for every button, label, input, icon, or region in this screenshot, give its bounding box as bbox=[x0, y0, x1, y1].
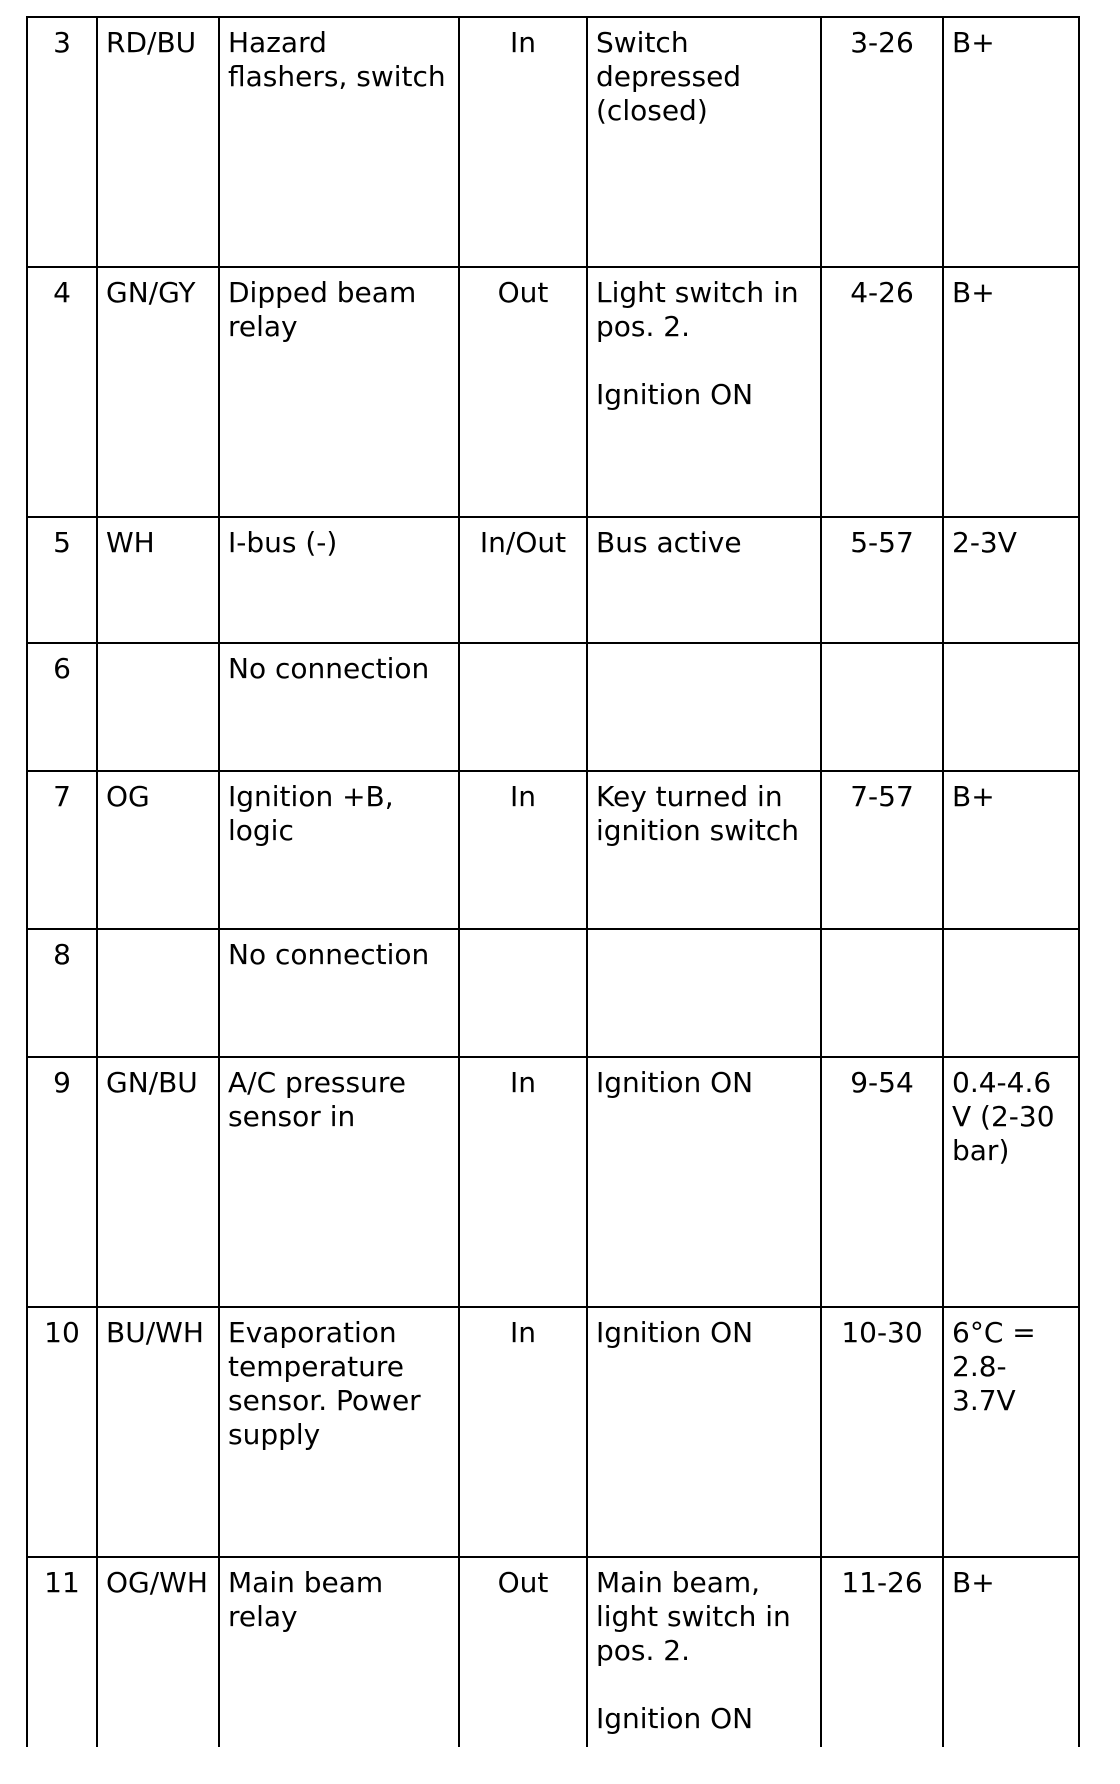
cell-text: 7 bbox=[53, 780, 71, 813]
cell-text-line: No connection bbox=[228, 652, 430, 685]
nominal-value-cell bbox=[943, 1307, 1079, 1557]
table-row bbox=[27, 1557, 1079, 1747]
cell-text-line: Ignition ON bbox=[596, 1702, 754, 1735]
pin-number-cell bbox=[27, 1057, 97, 1307]
table-row bbox=[27, 517, 1079, 643]
pin-number-cell bbox=[27, 267, 97, 517]
direction-cell bbox=[459, 1557, 587, 1747]
cell-text-line: relay bbox=[228, 1600, 298, 1633]
cell-text: 11 bbox=[44, 1566, 80, 1599]
direction-cell bbox=[459, 517, 587, 643]
cell-text-line: Bus active bbox=[596, 526, 742, 559]
cell-text-line: Evaporation bbox=[228, 1316, 397, 1349]
function-cell bbox=[219, 643, 459, 771]
cell-text: In/Out bbox=[479, 526, 567, 559]
cell-text: 10-30 bbox=[841, 1316, 923, 1349]
condition-cell bbox=[587, 267, 821, 517]
condition-cell bbox=[587, 643, 821, 771]
cell-text: 3 bbox=[53, 26, 71, 59]
function-cell bbox=[219, 267, 459, 517]
function-cell bbox=[219, 517, 459, 643]
pin-number-cell bbox=[27, 1557, 97, 1747]
cell-text-line: V (2-30 bbox=[952, 1100, 1055, 1133]
wire-color-cell bbox=[97, 17, 219, 267]
direction-cell bbox=[459, 1057, 587, 1307]
condition-cell bbox=[587, 17, 821, 267]
table-row bbox=[27, 1307, 1079, 1557]
cell-text: 5 bbox=[53, 526, 71, 559]
cell-text: 10 bbox=[44, 1316, 80, 1349]
cell-text: GN/GY bbox=[106, 276, 196, 309]
nominal-value-cell bbox=[943, 1057, 1079, 1307]
cell-text-line: B+ bbox=[952, 1566, 995, 1599]
pin-number-cell bbox=[27, 929, 97, 1057]
cell-text: Out bbox=[497, 276, 549, 309]
cell-text-line: ignition switch bbox=[596, 814, 799, 847]
pin-number-cell bbox=[27, 643, 97, 771]
function-cell bbox=[219, 1307, 459, 1557]
condition-cell bbox=[587, 1307, 821, 1557]
pin-number-cell bbox=[27, 517, 97, 643]
cell-text: 5-57 bbox=[850, 526, 914, 559]
nominal-value-cell bbox=[943, 517, 1079, 643]
cell-text-line: 3.7V bbox=[952, 1384, 1016, 1417]
function-cell bbox=[219, 1557, 459, 1747]
pin-assignment-table bbox=[26, 16, 1080, 1747]
wire-color-cell bbox=[97, 771, 219, 929]
cell-text: GN/BU bbox=[106, 1066, 198, 1099]
cell-text-line: No connection bbox=[228, 938, 430, 971]
cell-text-line: B+ bbox=[952, 26, 995, 59]
nominal-value-cell bbox=[943, 1557, 1079, 1747]
function-cell bbox=[219, 1057, 459, 1307]
measure-points-cell bbox=[821, 517, 943, 643]
cell-text-line: depressed bbox=[596, 60, 742, 93]
cell-text-line: sensor. Power bbox=[228, 1384, 421, 1417]
cell-text-line: Ignition ON bbox=[596, 378, 754, 411]
cell-text-line: Ignition ON bbox=[596, 1316, 754, 1349]
measure-points-cell bbox=[821, 929, 943, 1057]
cell-text-line: 0.4-4.6 bbox=[952, 1066, 1052, 1099]
nominal-value-cell bbox=[943, 267, 1079, 517]
cell-text: In bbox=[509, 1066, 536, 1099]
wire-color-cell bbox=[97, 517, 219, 643]
table-row bbox=[27, 929, 1079, 1057]
cell-text-line: Switch bbox=[596, 26, 689, 59]
cell-text-line: 2-3V bbox=[952, 526, 1017, 559]
pin-number-cell bbox=[27, 17, 97, 267]
table-row bbox=[27, 17, 1079, 267]
cell-text-line: Ignition +B, bbox=[228, 780, 394, 813]
measure-points-cell bbox=[821, 17, 943, 267]
measure-points-cell bbox=[821, 1557, 943, 1747]
nominal-value-cell bbox=[943, 643, 1079, 771]
condition-cell bbox=[587, 1557, 821, 1747]
function-cell bbox=[219, 771, 459, 929]
condition-cell bbox=[587, 517, 821, 643]
cell-text: OG/WH bbox=[106, 1566, 208, 1599]
cell-text-line: B+ bbox=[952, 276, 995, 309]
wire-color-cell bbox=[97, 267, 219, 517]
cell-text: 4-26 bbox=[850, 276, 914, 309]
cell-text-line: B+ bbox=[952, 780, 995, 813]
cell-text: 11-26 bbox=[841, 1566, 923, 1599]
cell-text: In bbox=[509, 26, 536, 59]
cell-text: In bbox=[509, 1316, 536, 1349]
cell-text-line: Ignition ON bbox=[596, 1066, 754, 1099]
nominal-value-cell bbox=[943, 771, 1079, 929]
cell-text-line: Main beam bbox=[228, 1566, 384, 1599]
nominal-value-cell bbox=[943, 929, 1079, 1057]
cell-text: 9 bbox=[53, 1066, 71, 1099]
condition-cell bbox=[587, 1057, 821, 1307]
cell-text-line: logic bbox=[228, 814, 294, 847]
pin-number-cell bbox=[27, 771, 97, 929]
cell-text: 6 bbox=[53, 652, 71, 685]
cell-text-line: Hazard bbox=[228, 26, 327, 59]
direction-cell bbox=[459, 771, 587, 929]
cell-text-line: Key turned in bbox=[596, 780, 783, 813]
pin-number-cell bbox=[27, 1307, 97, 1557]
cell-text-line: 6°C = bbox=[952, 1316, 1036, 1349]
direction-cell bbox=[459, 1307, 587, 1557]
line-gap bbox=[596, 1668, 812, 1702]
table-row bbox=[27, 643, 1079, 771]
wire-color-cell bbox=[97, 929, 219, 1057]
wire-color-cell bbox=[97, 1557, 219, 1747]
direction-cell bbox=[459, 643, 587, 771]
line-gap bbox=[596, 344, 812, 378]
cell-text: 8 bbox=[53, 938, 71, 971]
measure-points-cell bbox=[821, 1057, 943, 1307]
measure-points-cell bbox=[821, 1307, 943, 1557]
function-cell bbox=[219, 929, 459, 1057]
cell-text: WH bbox=[106, 526, 155, 559]
cell-text: RD/BU bbox=[106, 26, 197, 59]
nominal-value-cell bbox=[943, 17, 1079, 267]
measure-points-cell bbox=[821, 267, 943, 517]
cell-text: 9-54 bbox=[850, 1066, 914, 1099]
cell-text: 7-57 bbox=[850, 780, 914, 813]
cell-text-line: sensor in bbox=[228, 1100, 356, 1133]
cell-text: In bbox=[509, 780, 536, 813]
table-row bbox=[27, 267, 1079, 517]
condition-cell bbox=[587, 771, 821, 929]
cell-text-line: 2.8- bbox=[952, 1350, 1007, 1383]
cell-text-line: pos. 2. bbox=[596, 310, 691, 343]
cell-text-line: flashers, switch bbox=[228, 60, 446, 93]
wire-color-cell bbox=[97, 1057, 219, 1307]
cell-text-line: bar) bbox=[952, 1134, 1010, 1167]
cell-text-line: (closed) bbox=[596, 94, 708, 127]
table-body bbox=[27, 17, 1079, 1747]
cell-text-line: A/C pressure bbox=[228, 1066, 406, 1099]
cell-text-line: light switch in bbox=[596, 1600, 791, 1633]
cell-text-line: relay bbox=[228, 310, 298, 343]
cell-text-line: Main beam, bbox=[596, 1566, 761, 1599]
function-cell bbox=[219, 17, 459, 267]
wire-color-cell bbox=[97, 643, 219, 771]
cell-text-line: I-bus (-) bbox=[228, 526, 338, 559]
condition-cell bbox=[587, 929, 821, 1057]
direction-cell bbox=[459, 267, 587, 517]
cell-text: OG bbox=[106, 780, 150, 813]
cell-text-line: supply bbox=[228, 1418, 321, 1451]
measure-points-cell bbox=[821, 643, 943, 771]
table-row bbox=[27, 1057, 1079, 1307]
measure-points-cell bbox=[821, 771, 943, 929]
cell-text: 4 bbox=[53, 276, 71, 309]
cell-text-line: temperature bbox=[228, 1350, 404, 1383]
direction-cell bbox=[459, 17, 587, 267]
cell-text: 3-26 bbox=[850, 26, 914, 59]
direction-cell bbox=[459, 929, 587, 1057]
cell-text-line: Dipped beam bbox=[228, 276, 417, 309]
cell-text: BU/WH bbox=[106, 1316, 204, 1349]
wire-color-cell bbox=[97, 1307, 219, 1557]
cell-text-line: pos. 2. bbox=[596, 1634, 691, 1667]
cell-text-line: Light switch in bbox=[596, 276, 799, 309]
table-row bbox=[27, 771, 1079, 929]
cell-text: Out bbox=[497, 1566, 549, 1599]
